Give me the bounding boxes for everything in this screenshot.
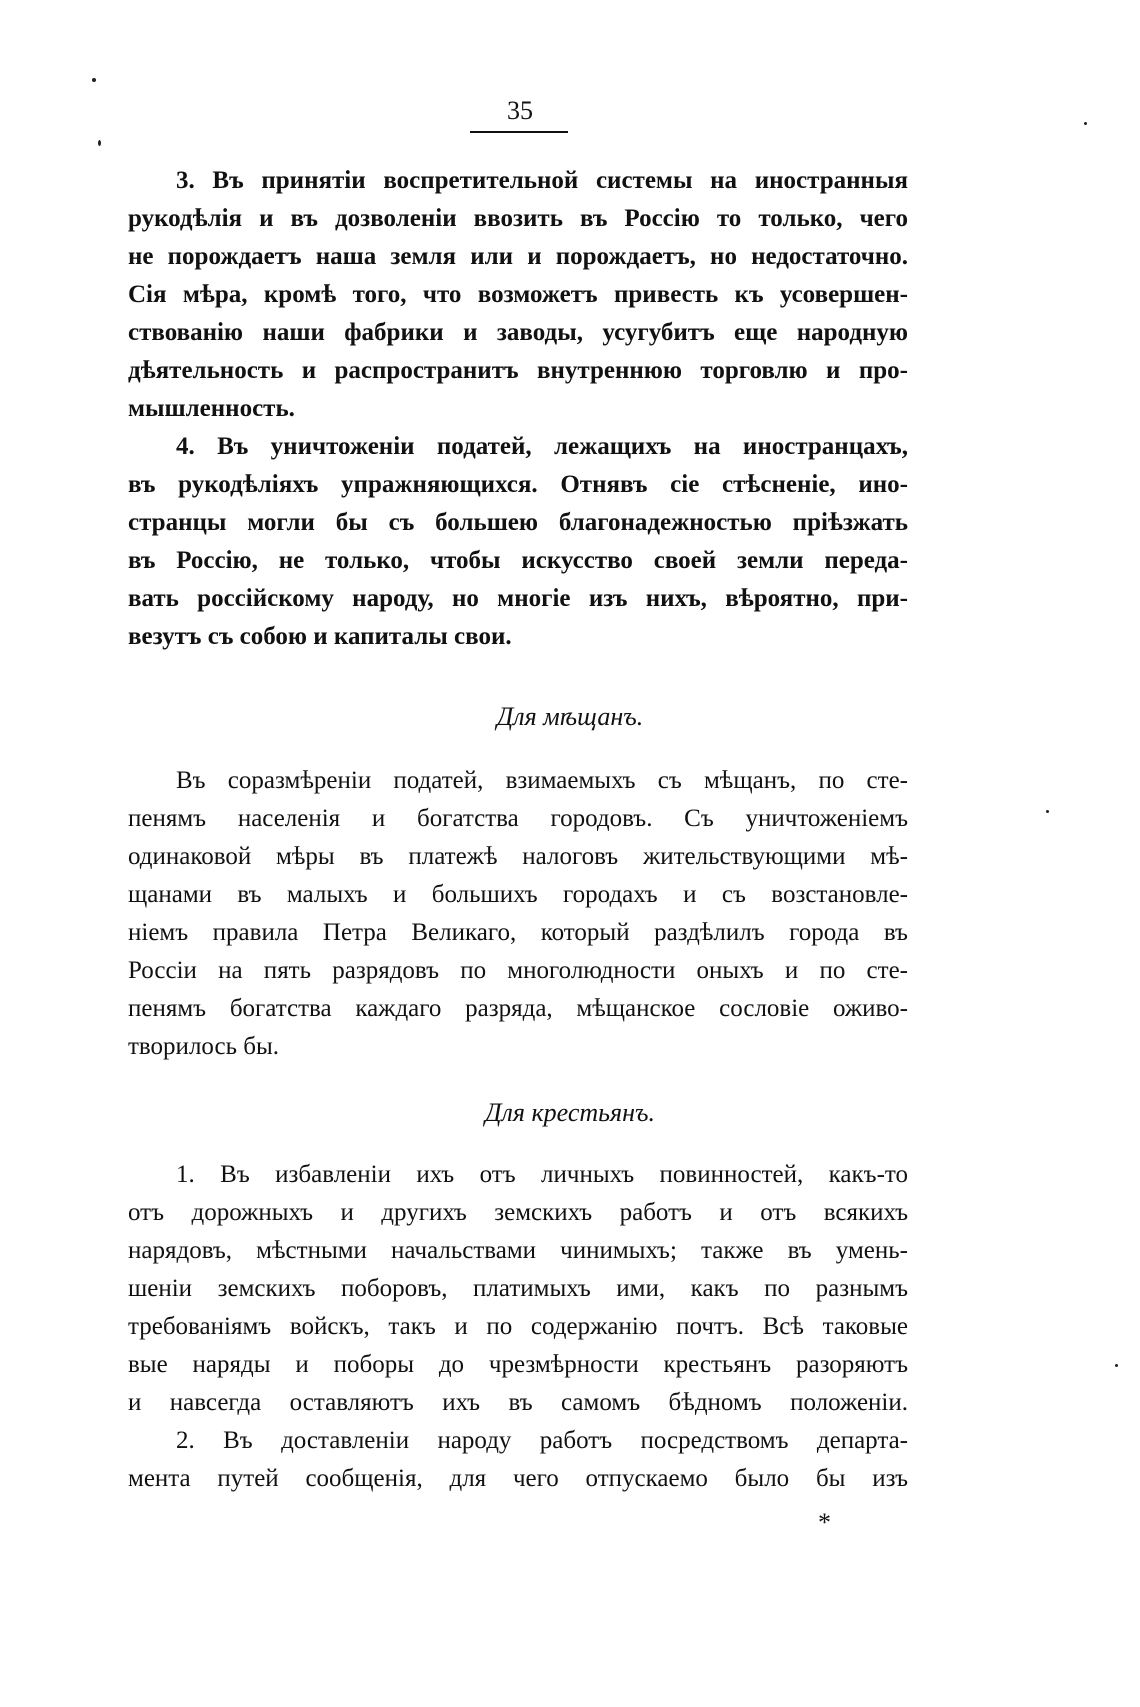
- text-line: дѣятельность и распространитъ внутреннюю торговлю и про-: [128, 357, 908, 384]
- text-line: нарядовъ, мѣстными начальствами чинимыхъ; также въ умень-: [128, 1237, 908, 1264]
- scan-speck: [1046, 810, 1049, 813]
- text-line: Россіи на пять разрядовъ по многолюдности оныхъ и по сте-: [128, 957, 908, 984]
- text-line: пенямъ населенія и богатства городовъ. Съ уничтоженіемъ: [128, 805, 908, 832]
- text-line: 2. Въ доставленіи народу работъ посредствомъ департа-: [176, 1427, 908, 1454]
- scan-speck: [1084, 122, 1087, 125]
- scan-speck: [98, 140, 101, 146]
- text-line: 1. Въ избавленіи ихъ отъ личныхъ повинностей, какъ-то: [176, 1161, 908, 1188]
- text-line: въ Россію, не только, чтобы искусство своей земли переда-: [128, 547, 908, 574]
- text-line: одинаковой мѣры въ платежѣ налоговъ жительствующими мѣ-: [128, 843, 908, 870]
- text-line: вать россійскому народу, но многіе изъ нихъ, вѣроятно, при-: [128, 585, 908, 612]
- text-line: мышленность.: [128, 395, 295, 422]
- scan-speck: [1115, 1364, 1118, 1367]
- text-line: щанами въ малыхъ и большихъ городахъ и съ возстановле-: [128, 881, 908, 908]
- section-heading-krestyane: Для крестьянъ.: [485, 1098, 655, 1127]
- page-number-rule: [470, 131, 568, 133]
- text-line: везутъ съ собою и капиталы свои.: [128, 623, 512, 650]
- text-line: и навсегда оставляютъ ихъ въ самомъ бѣдномъ положеніи.: [128, 1389, 908, 1416]
- text-line: мента путей сообщенія, для чего отпускаемо было бы изъ: [128, 1465, 908, 1492]
- page-number: 35: [507, 96, 533, 125]
- text-line: шеніи земскихъ поборовъ, платимыхъ ими, какъ по разнымъ: [128, 1275, 908, 1302]
- text-line: требованіямъ войскъ, такъ и по содержанію почтъ. Всѣ таковые: [128, 1313, 908, 1340]
- text-line: ствованію наши фабрики и заводы, усугубитъ еще народную: [128, 319, 908, 346]
- text-line: въ рукодѣліяхъ упражняющихся. Отнявъ сіе стѣсненіе, ино-: [128, 471, 908, 498]
- text-line: странцы могли бы съ большею благонадежностью пріѣзжать: [128, 509, 908, 536]
- text-line: творилось бы.: [128, 1033, 280, 1060]
- text-line: рукодѣлія и въ дозволеніи ввозить въ Россію то только, чего: [128, 205, 908, 232]
- scan-speck: [92, 78, 96, 82]
- text-line: ніемъ правила Петра Великаго, который раздѣлилъ города въ: [128, 919, 908, 946]
- text-line: не порождаетъ наша земля или и порождаетъ, но недостаточно.: [128, 243, 908, 270]
- text-line: вые наряды и поборы до чрезмѣрности крестьянъ разоряютъ: [128, 1351, 908, 1378]
- text-line: 3. Въ принятіи воспретительной системы на иностранныя: [176, 167, 908, 194]
- text-line: пенямъ богатства каждаго разряда, мѣщанское сословіе оживо-: [128, 995, 908, 1022]
- text-line: 4. Въ уничтоженіи податей, лежащихъ на иностранцахъ,: [176, 433, 908, 460]
- signature-mark: *: [818, 1508, 831, 1537]
- text-line: Въ соразмѣреніи податей, взимаемыхъ съ мѣщанъ, по сте-: [176, 767, 908, 794]
- section-heading-meshchane: Для мѣщанъ.: [496, 702, 644, 731]
- text-line: Сія мѣра, кромѣ того, что возможетъ привесть къ усовершен-: [128, 281, 908, 308]
- text-line: отъ дорожныхъ и другихъ земскихъ работъ и отъ всякихъ: [128, 1199, 908, 1226]
